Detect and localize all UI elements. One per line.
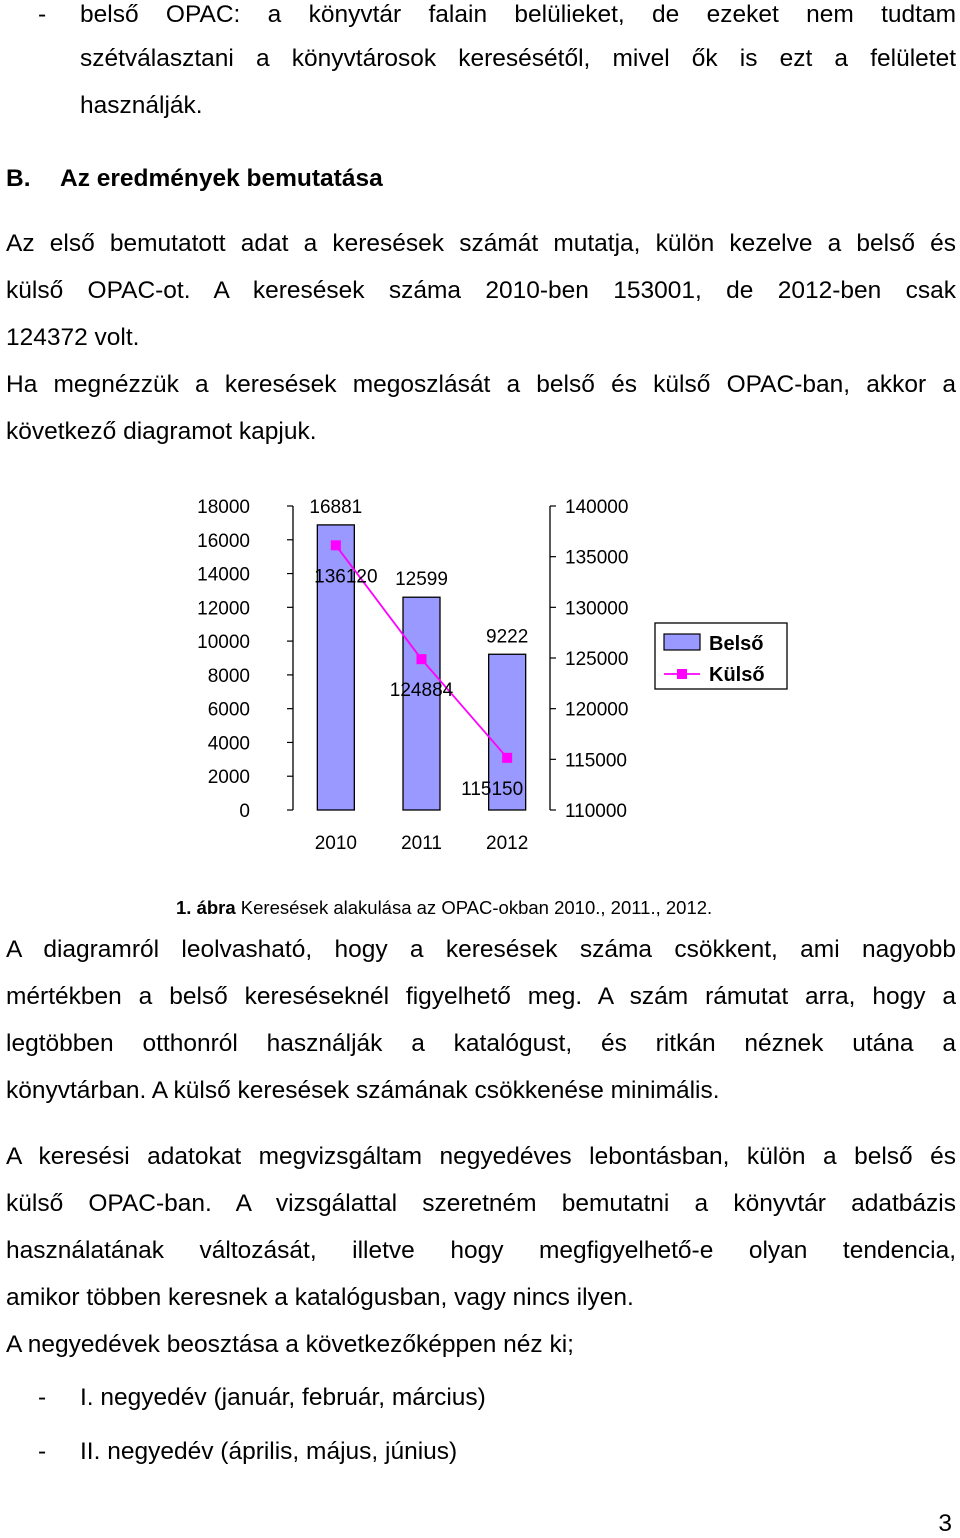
bar-label-2010: 16881 bbox=[309, 496, 363, 518]
paragraph-2-line-1: Ha megnézzük a keresések megoszlását a belső és külső OPAC-ban, akkor a bbox=[6, 371, 956, 398]
paragraph-1-line-1: Az első bemutatott adat a keresések számát mutatja, külön kezelve a belső és bbox=[6, 230, 956, 257]
x-label-2012: 2012 bbox=[486, 833, 529, 854]
left-axis-tick-label: 0 bbox=[239, 801, 250, 822]
left-axis-tick-label: 16000 bbox=[197, 530, 250, 552]
bar-label-2011: 12599 bbox=[395, 569, 448, 591]
quarter-item-2: II. negyedév (április, május, június) bbox=[80, 1438, 458, 1465]
legend bbox=[655, 623, 787, 689]
bullet-line-2: szétválasztani a könyvtárosok keresésétől, mivel ők is ezt a felületet bbox=[80, 45, 956, 72]
left-axis-tick-label: 14000 bbox=[197, 564, 250, 586]
paragraph-4-line-1: A keresési adatokat megvizsgáltam negyedéves lebontásban, külön a belső és bbox=[6, 1143, 956, 1170]
paragraph-3-line-1: A diagramról leolvasható, hogy a keresések száma csökkent, ami nagyobb bbox=[6, 936, 956, 963]
paragraph-4-line-4: amikor többen keresnek a katalógusban, vagy nincs ilyen. bbox=[6, 1284, 634, 1311]
legend-label-belso: Belső bbox=[709, 633, 764, 655]
quarter-dash-1: - bbox=[38, 1384, 47, 1411]
left-axis-tick-label: 10000 bbox=[197, 632, 250, 654]
paragraph-4-line-3: használatának változását, illetve hogy megfigyelhető-e olyan tendencia, bbox=[6, 1237, 956, 1264]
right-axis bbox=[550, 497, 628, 822]
right-axis-tick-label: 130000 bbox=[565, 598, 629, 620]
bullet-dash: - bbox=[38, 1, 47, 28]
left-axis-tick-label: 6000 bbox=[207, 699, 250, 721]
figure-number: 1. ábra bbox=[176, 897, 236, 918]
quarter-item-1: I. negyedév (január, február, március) bbox=[80, 1384, 486, 1411]
figure-caption bbox=[176, 896, 712, 920]
paragraph-1-line-2: külső OPAC-ot. A keresések száma 2010-ben 153001, de 2012-ben csak bbox=[6, 277, 956, 304]
paragraph-4-line-2: külső OPAC-ban. A vizsgálattal szeretném bemutatni a könyvtár adatbázis bbox=[6, 1190, 956, 1217]
bullet-line-1: belső OPAC: a könyvtár falain belülieket, de ezeket nem tudtam bbox=[80, 1, 956, 28]
legend-label-kulso: Külső bbox=[709, 664, 765, 686]
searches-chart bbox=[168, 460, 798, 880]
bars bbox=[309, 497, 528, 810]
paragraph-3-line-4: könyvtárban. A külső keresések számának csökkenése minimális. bbox=[6, 1077, 720, 1104]
line-point-2010 bbox=[331, 540, 341, 550]
right-axis-tick-label: 120000 bbox=[565, 699, 629, 721]
left-axis-tick-label: 18000 bbox=[197, 497, 250, 518]
line-point-2012 bbox=[502, 753, 512, 763]
paragraph-5: A negyedévek beosztása a következőképpen néz ki; bbox=[6, 1331, 574, 1358]
line-point-2011 bbox=[417, 654, 427, 664]
left-axis-tick-label: 4000 bbox=[207, 733, 250, 755]
page-number: 3 bbox=[938, 1510, 952, 1537]
bullet-line-3: használják. bbox=[80, 92, 203, 119]
section-title: Az eredmények bemutatása bbox=[60, 165, 383, 192]
right-axis-tick-label: 125000 bbox=[565, 649, 629, 670]
line-label-2012: 115150 bbox=[461, 778, 524, 800]
line-label-2011: 124884 bbox=[389, 680, 454, 702]
right-axis-tick-label: 115000 bbox=[565, 750, 627, 772]
legend-marker-kulso bbox=[677, 669, 687, 679]
line-label-2010: 136120 bbox=[314, 566, 378, 588]
paragraph-3-line-3: legtöbben otthonról használják a katalógust, és ritkán néznek utána a bbox=[6, 1030, 956, 1057]
x-label-2011: 2011 bbox=[401, 833, 442, 854]
left-axis-tick-label: 12000 bbox=[197, 598, 250, 620]
left-axis bbox=[197, 497, 293, 822]
legend-swatch-belso bbox=[664, 634, 700, 650]
right-axis-tick-label: 135000 bbox=[565, 547, 629, 569]
x-label-2010: 2010 bbox=[314, 833, 357, 854]
quarter-dash-2: - bbox=[38, 1438, 47, 1465]
left-axis-tick-label: 2000 bbox=[207, 767, 250, 789]
right-axis-tick-label: 110000 bbox=[565, 801, 627, 822]
section-letter: B. bbox=[6, 165, 31, 192]
left-axis-tick-label: 8000 bbox=[207, 665, 250, 687]
right-axis-tick-label: 140000 bbox=[565, 497, 629, 518]
paragraph-1-line-3: 124372 volt. bbox=[6, 324, 140, 351]
paragraph-3-line-2: mértékben a belső kereséseknél figyelhető meg. A szám rámutat arra, hogy a bbox=[6, 983, 956, 1010]
figure-caption-text: Keresések alakulása az OPAC-okban 2010., 2011., 2012. bbox=[235, 897, 713, 918]
x-axis-labels bbox=[315, 833, 529, 854]
bar-label-2012: 9222 bbox=[486, 626, 529, 648]
bar-2011 bbox=[403, 597, 440, 810]
paragraph-2-line-2: következő diagramot kapjuk. bbox=[6, 418, 317, 445]
